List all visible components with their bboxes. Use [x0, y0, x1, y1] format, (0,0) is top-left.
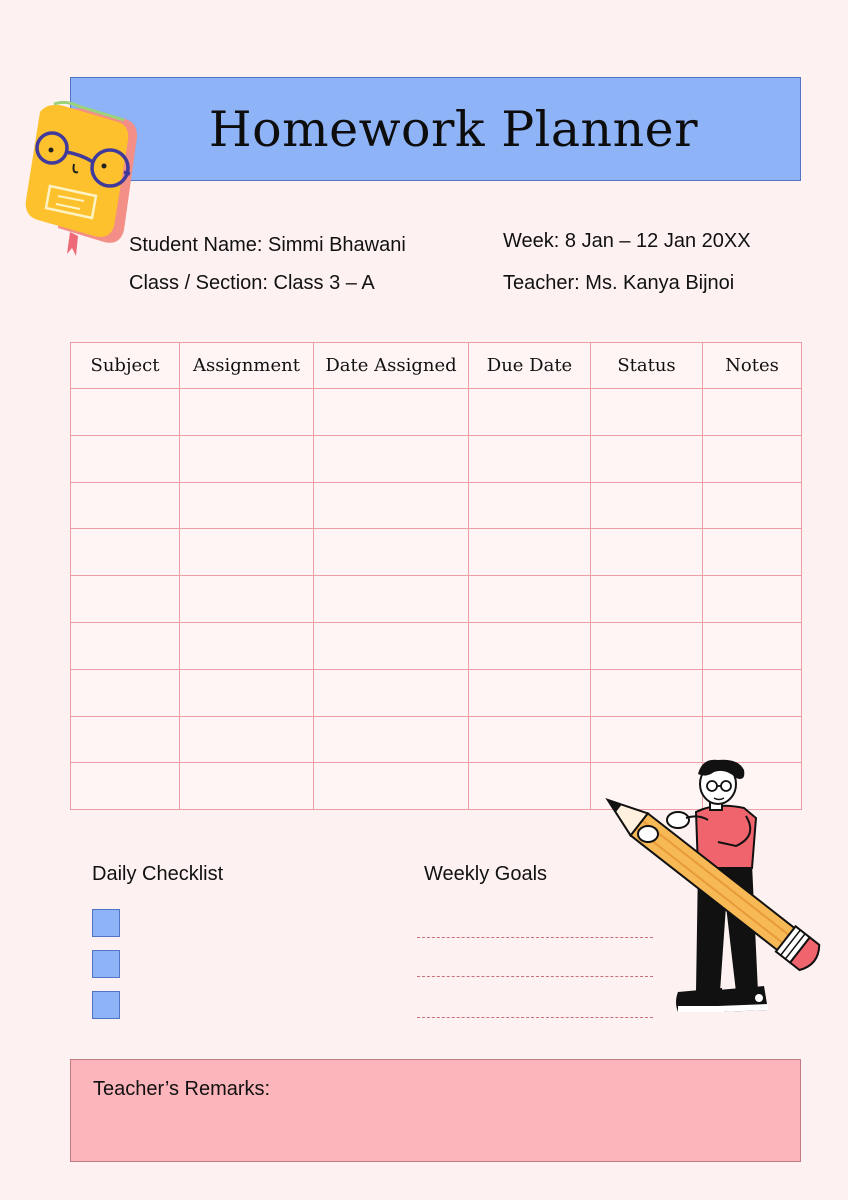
- table-cell[interactable]: [180, 763, 314, 810]
- table-cell[interactable]: [71, 435, 180, 482]
- table-cell[interactable]: [469, 763, 591, 810]
- student-name-value: Simmi Bhawani: [267, 234, 406, 256]
- student-name-label: Student Name:: [129, 234, 263, 256]
- table-cell[interactable]: [469, 389, 591, 436]
- table-cell[interactable]: [71, 482, 180, 529]
- teacher-remarks-label: Teacher’s Remarks:: [93, 1078, 271, 1100]
- class-section-value: Class 3 – A: [273, 272, 375, 294]
- table-cell[interactable]: [314, 716, 469, 763]
- title-banner: [70, 77, 801, 181]
- class-section-label: Class / Section:: [129, 272, 268, 294]
- table-row: [71, 622, 802, 669]
- table-row: [71, 482, 802, 529]
- table-cell[interactable]: [469, 576, 591, 623]
- table-cell[interactable]: [180, 716, 314, 763]
- table-cell[interactable]: [71, 576, 180, 623]
- table-body: [71, 389, 802, 810]
- table-cell[interactable]: [71, 669, 180, 716]
- table-cell[interactable]: [703, 435, 802, 482]
- table-row: [71, 435, 802, 482]
- table-cell[interactable]: [591, 622, 703, 669]
- table-cell[interactable]: [591, 435, 703, 482]
- table-cell[interactable]: [591, 669, 703, 716]
- teacher-value: Ms. Kanya Bijnoi: [585, 272, 735, 294]
- table-cell[interactable]: [703, 389, 802, 436]
- table-cell[interactable]: [469, 435, 591, 482]
- table-cell[interactable]: [71, 529, 180, 576]
- table-cell[interactable]: [180, 622, 314, 669]
- table-cell[interactable]: [180, 435, 314, 482]
- table-cell[interactable]: [71, 622, 180, 669]
- checklist-checkbox-2[interactable]: [92, 950, 120, 978]
- table-cell[interactable]: [469, 529, 591, 576]
- table-cell[interactable]: [591, 576, 703, 623]
- column-header-notes: Notes: [703, 343, 802, 389]
- table-cell[interactable]: [469, 622, 591, 669]
- table-cell[interactable]: [180, 482, 314, 529]
- table-row: [71, 389, 802, 436]
- table-cell[interactable]: [180, 576, 314, 623]
- table-cell[interactable]: [314, 622, 469, 669]
- table-cell[interactable]: [180, 389, 314, 436]
- table-cell[interactable]: [703, 622, 802, 669]
- teacher-field: [503, 272, 734, 295]
- week-value: 8 Jan – 12 Jan 20XX: [564, 230, 751, 252]
- table-cell[interactable]: [71, 389, 180, 436]
- table-row: [71, 576, 802, 623]
- table-cell[interactable]: [180, 669, 314, 716]
- page-title: Homework Planner: [208, 100, 699, 158]
- table-cell[interactable]: [314, 576, 469, 623]
- column-header-assignment: Assignment: [180, 343, 314, 389]
- table-cell[interactable]: [314, 389, 469, 436]
- teacher-label: Teacher:: [503, 272, 580, 294]
- checklist-checkbox-1[interactable]: [92, 909, 120, 937]
- table-header-row: [71, 343, 802, 389]
- table-cell[interactable]: [180, 529, 314, 576]
- column-header-due-date: Due Date: [469, 343, 591, 389]
- homework-table: [70, 342, 802, 810]
- boy-holding-pencil-illustration: [598, 756, 823, 1018]
- table-cell[interactable]: [314, 529, 469, 576]
- column-header-date-assigned: Date Assigned: [314, 343, 469, 389]
- table-cell[interactable]: [71, 763, 180, 810]
- table-cell[interactable]: [469, 716, 591, 763]
- teacher-remarks-box[interactable]: [70, 1059, 801, 1162]
- week-field: [503, 230, 751, 253]
- book-with-glasses-icon: [18, 100, 143, 260]
- table-cell[interactable]: [314, 435, 469, 482]
- table-cell[interactable]: [314, 482, 469, 529]
- week-label: Week:: [503, 230, 560, 252]
- student-name-field: [129, 234, 406, 257]
- table-row: [71, 529, 802, 576]
- daily-checklist-title: Daily Checklist: [92, 863, 224, 885]
- table-cell[interactable]: [469, 669, 591, 716]
- table-cell[interactable]: [591, 529, 703, 576]
- table-cell[interactable]: [591, 482, 703, 529]
- table-cell[interactable]: [314, 669, 469, 716]
- column-header-status: Status: [591, 343, 703, 389]
- table-cell[interactable]: [703, 669, 802, 716]
- checklist-checkbox-3[interactable]: [92, 991, 120, 1019]
- table-cell[interactable]: [703, 529, 802, 576]
- column-header-subject: Subject: [71, 343, 180, 389]
- class-section-field: [129, 272, 375, 295]
- table-cell[interactable]: [703, 576, 802, 623]
- table-cell[interactable]: [469, 482, 591, 529]
- table-cell[interactable]: [591, 389, 703, 436]
- weekly-goals-title: Weekly Goals: [424, 863, 548, 885]
- table-cell[interactable]: [703, 482, 802, 529]
- table-cell[interactable]: [71, 716, 180, 763]
- table-cell[interactable]: [314, 763, 469, 810]
- table-row: [71, 669, 802, 716]
